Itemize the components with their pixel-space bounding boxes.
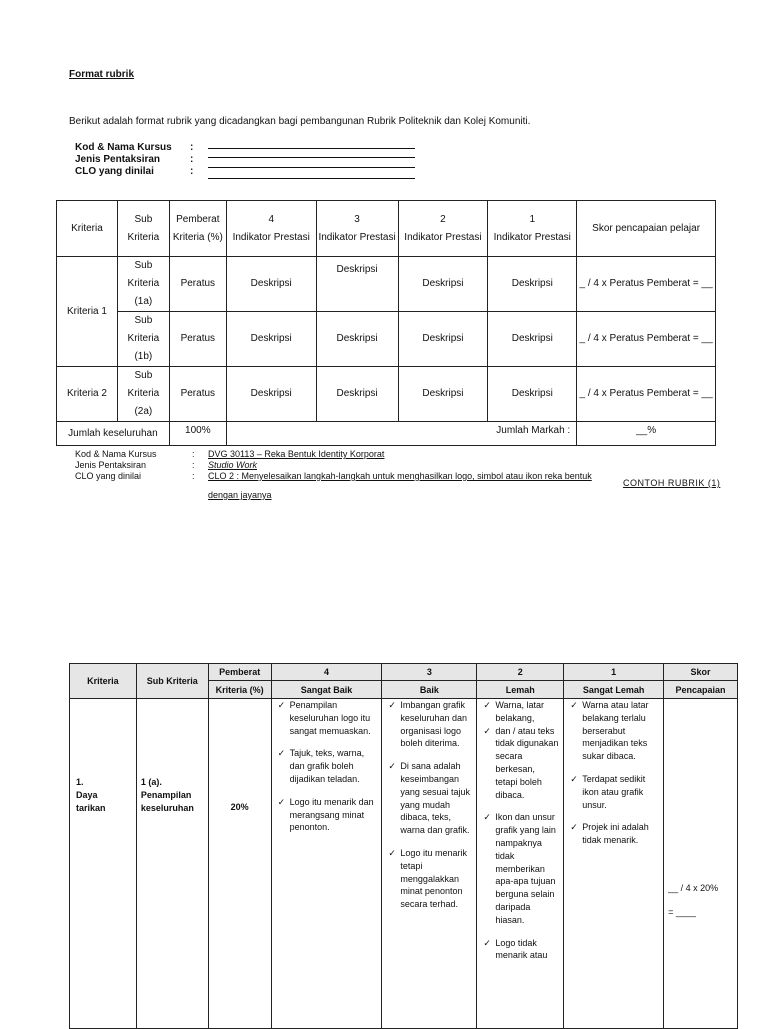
label-baik: Baik	[382, 681, 477, 699]
sub-cell: 1 (a). Penampilan keseluruhan	[136, 699, 208, 1029]
checklist-item: ✓ Imbangan grafik keseluruhan dan organisasi logo boleh diterima.	[388, 700, 467, 749]
checkmark-icon: ✓	[277, 700, 286, 710]
desc-cell-4	[271, 699, 382, 1029]
skor-cell: _ / 4 x Peratus Pemberat = __	[577, 367, 716, 422]
checklist-item: ✓ Terdapat sedikit ikon atau grafik unsur.	[570, 773, 646, 810]
table-row	[57, 367, 716, 422]
pemberat-cell: Peratus	[169, 312, 226, 367]
desc-cell: Deskripsi	[398, 257, 488, 312]
desc-cell-2	[477, 699, 564, 1029]
checkmark-icon: ✓	[483, 812, 491, 823]
header-pemberat: Pemberat	[208, 664, 271, 681]
blank-line	[208, 167, 415, 168]
desc-cell: Deskripsi	[226, 367, 316, 422]
label-sangat-baik: Sangat Baik	[271, 681, 382, 699]
desc-cell: Deskripsi	[488, 367, 577, 422]
checkmark-icon: ✓	[570, 700, 578, 710]
label-lemah: Lemah	[477, 681, 564, 699]
header-skor: Skor	[664, 664, 738, 681]
field-label: Jenis Pentaksiran	[75, 154, 161, 165]
skor-cell: _ / 4 x Peratus Pemberat = __	[577, 312, 716, 367]
kriteria-cell: Kriteria 1	[57, 257, 118, 367]
header-sub: Sub Kriteria	[117, 201, 169, 257]
header-sub: Sub Kriteria	[136, 664, 208, 699]
checkmark-icon: ✓	[277, 796, 286, 807]
checklist-item: ✓ Di sana adalah keseimbangan yang sesuai tajuk yang mudah dibaca, teks, warna dan grafik.	[388, 761, 470, 836]
sub-cell: Sub Kriteria (1a)	[117, 257, 169, 312]
page-title: Format rubrik	[69, 69, 135, 80]
desc-cell: Deskripsi	[398, 367, 488, 422]
header-score-2: 2 Indikator Prestasi	[398, 201, 488, 257]
intro-text: Berikut adalah format rubrik yang dicadangkan bagi pembangunan Rubrik Politeknik dan Kolej Komuniti.	[69, 116, 531, 127]
skor-cell: _ / 4 x Peratus Pemberat = __	[577, 257, 716, 312]
checkmark-icon: ✓	[388, 700, 396, 710]
skor-cell: __ / 4 x 20% = ____	[664, 699, 738, 1029]
blank-line	[208, 148, 415, 149]
pemberat-cell: Peratus	[169, 257, 226, 312]
pemberat-cell: Peratus	[169, 367, 226, 422]
example-label: CONTOH RUBRIK (1)	[623, 478, 721, 488]
total-label: Jumlah keseluruhan	[57, 422, 170, 446]
footer-row	[57, 422, 716, 446]
desc-cell: Deskripsi	[316, 312, 398, 367]
checklist-item: ✓ Ikon dan unsur grafik yang lain nampaknya tidak memberikan apa-apa tujuan berguna selain daripada hiasan.	[483, 812, 556, 925]
checklist-item: ✓ Logo itu menarik dan merangsang minat penonton.	[277, 796, 374, 833]
desc-cell: Deskripsi	[488, 257, 577, 312]
desc-cell: Deskripsi	[488, 312, 577, 367]
table-row	[70, 699, 738, 1029]
desc-cell: Deskripsi	[398, 312, 488, 367]
checklist-item: ✓ Logo tidak menarik atau	[483, 937, 548, 961]
blank-line	[208, 178, 415, 179]
header-row	[57, 201, 716, 257]
markah-label: Jumlah Markah :	[226, 422, 576, 446]
checklist-item: ✓ Warna, latar belakang,	[483, 700, 545, 723]
checkmark-icon: ✓	[277, 748, 286, 759]
header-kriteria: Kriteria	[70, 664, 137, 699]
header-score-4: 4	[271, 664, 382, 681]
desc-cell: Deskripsi	[316, 257, 398, 312]
checklist-item: ✓ Warna atau latar belakang terlalu berserabut menjadikan teks sukar dibaca.	[570, 700, 649, 762]
header-score-1: 1 Indikator Prestasi	[488, 201, 577, 257]
desc-cell: Deskripsi	[226, 257, 316, 312]
header-score-3: 3 Indikator Prestasi	[316, 201, 398, 257]
sub-cell: Sub Kriteria (1b)	[117, 312, 169, 367]
checkmark-icon: ✓	[388, 761, 396, 772]
table-row	[57, 312, 716, 367]
checkmark-icon: ✓	[570, 773, 578, 784]
header-score-4: 4 Indikator Prestasi	[226, 201, 316, 257]
kriteria-cell: Kriteria 2	[57, 367, 118, 422]
field-label: Kod & Nama Kursus	[75, 142, 172, 153]
table-row	[57, 257, 716, 312]
sub-cell: Sub Kriteria (2a)	[117, 367, 169, 422]
field-label: CLO yang dinilai	[75, 166, 154, 177]
header-score-1: 1	[564, 664, 664, 681]
checkmark-icon: ✓	[483, 725, 491, 736]
example-rubric-table	[69, 663, 738, 1029]
desc-cell: Deskripsi	[316, 367, 398, 422]
desc-cell-1	[564, 699, 664, 1029]
header-skor: Skor pencapaian pelajar	[577, 201, 716, 257]
rubric-template-table	[56, 200, 716, 446]
blank-line	[208, 157, 415, 158]
header-score-2: 2	[477, 664, 564, 681]
pemberat-cell: 20%	[208, 699, 271, 1029]
checkmark-icon: ✓	[570, 822, 578, 833]
header-pemberat: Pemberat Kriteria (%)	[169, 201, 226, 257]
course-value: DVG 30113 – Reka Bentuk Identity Korporat	[208, 449, 385, 459]
total-value: 100%	[169, 422, 226, 446]
clo-value: CLO 2 : Menyelesaikan langkah-langkah untuk menghasilkan logo, simbol atau ikon reka bentuk	[208, 471, 592, 481]
checklist-item: ✓ Projek ini adalah tidak menarik.	[570, 822, 649, 846]
header-kriteria: Kriteria	[57, 201, 118, 257]
assessment-value: Studio Work	[208, 460, 258, 470]
header-score-3: 3	[382, 664, 477, 681]
checklist-item: ✓ Logo itu menarik tetapi menggalakkan minat penonton secara terhad.	[388, 847, 467, 910]
kriteria-cell: 1. Daya tarikan	[70, 699, 137, 1029]
checklist-item: ✓ Penampilan keseluruhan logo itu sangat memuaskan.	[277, 700, 371, 736]
desc-cell-3	[382, 699, 477, 1029]
checkmark-icon: ✓	[483, 937, 491, 948]
desc-cell: Deskripsi	[226, 312, 316, 367]
checkmark-icon: ✓	[483, 700, 491, 710]
markah-value: __%	[577, 422, 716, 446]
checkmark-icon: ✓	[388, 847, 396, 858]
header-row-bottom: Kriteria (%) Sangat Baik Baik Lemah Sangat Lemah Pencapaian	[70, 681, 738, 699]
checklist-item: ✓ dan / atau teks tidak digunakan secara berkesan, tetapi boleh dibaca.	[483, 725, 559, 800]
label-sangat-lemah: Sangat Lemah	[564, 681, 664, 699]
checklist-item: ✓ Tajuk, teks, warna, dan grafik boleh dijadikan teladan.	[277, 748, 365, 784]
header-row-top	[70, 664, 738, 681]
